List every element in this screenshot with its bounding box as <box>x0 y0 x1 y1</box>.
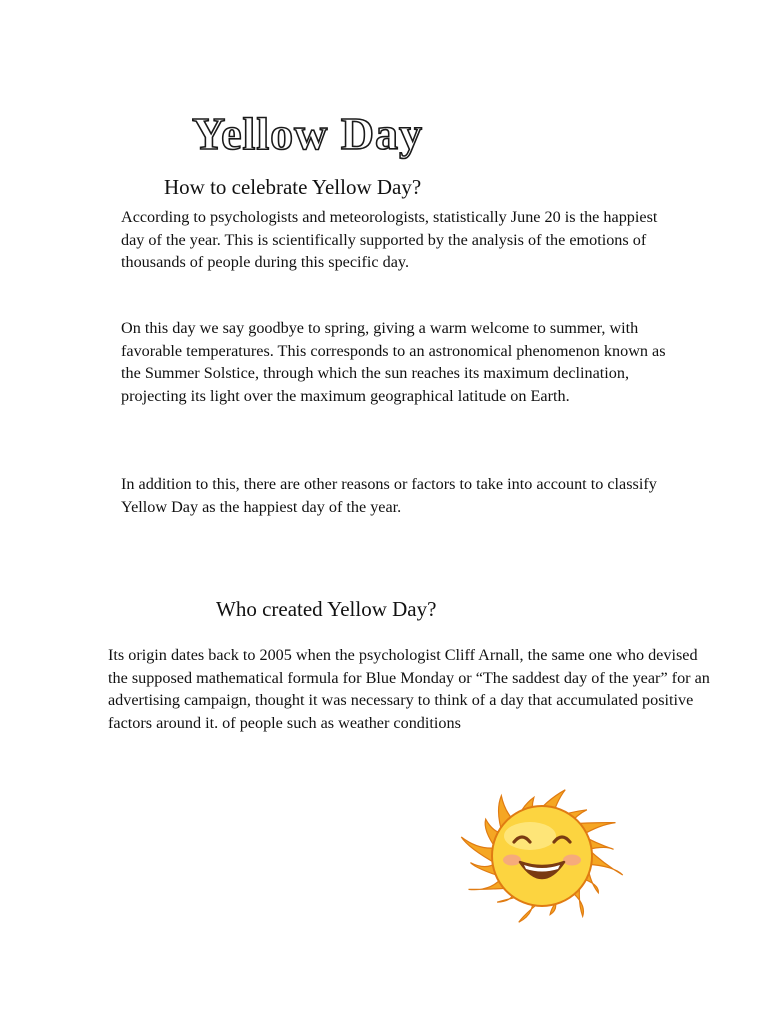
paragraph-other-reasons: In addition to this, there are other reasons or factors to take into account to classify Yellow Day as the happiest day of the year. <box>121 475 657 516</box>
right-cheek <box>563 855 581 866</box>
sun-glow <box>504 822 556 850</box>
paragraph-summer-solstice: On this day we say goodbye to spring, giving a warm welcome to summer, with favorable temperatures. This corresponds to an astronomical phenomenon known as the Summer Solstice, through which the sun reaches its maximum declination, projecting its light over the maximum geographical latitude on Earth. <box>121 319 666 405</box>
paragraph-origin: Its origin dates back to 2005 when the psychologist Cliff Arnall, the same one who devised the supposed mathematical formula for Blue Monday or “The saddest day of the year” for an advertising campaign, thought it was necessary to think of a day that accumulated positive factors around it. of people such as weather conditions <box>108 646 710 732</box>
left-cheek <box>503 855 521 866</box>
document-title: Yellow Day <box>192 108 424 159</box>
smiling-sun-icon <box>432 770 652 940</box>
section-heading-celebrate: How to celebrate Yellow Day? <box>164 175 422 199</box>
paragraph-happiest-day: According to psychologists and meteorologists, statistically June 20 is the happiest day of the year. This is scientifically supported by the analysis of the emotions of thousands of people during this specific day. <box>121 208 658 272</box>
section-heading-creator: Who created Yellow Day? <box>216 597 437 621</box>
